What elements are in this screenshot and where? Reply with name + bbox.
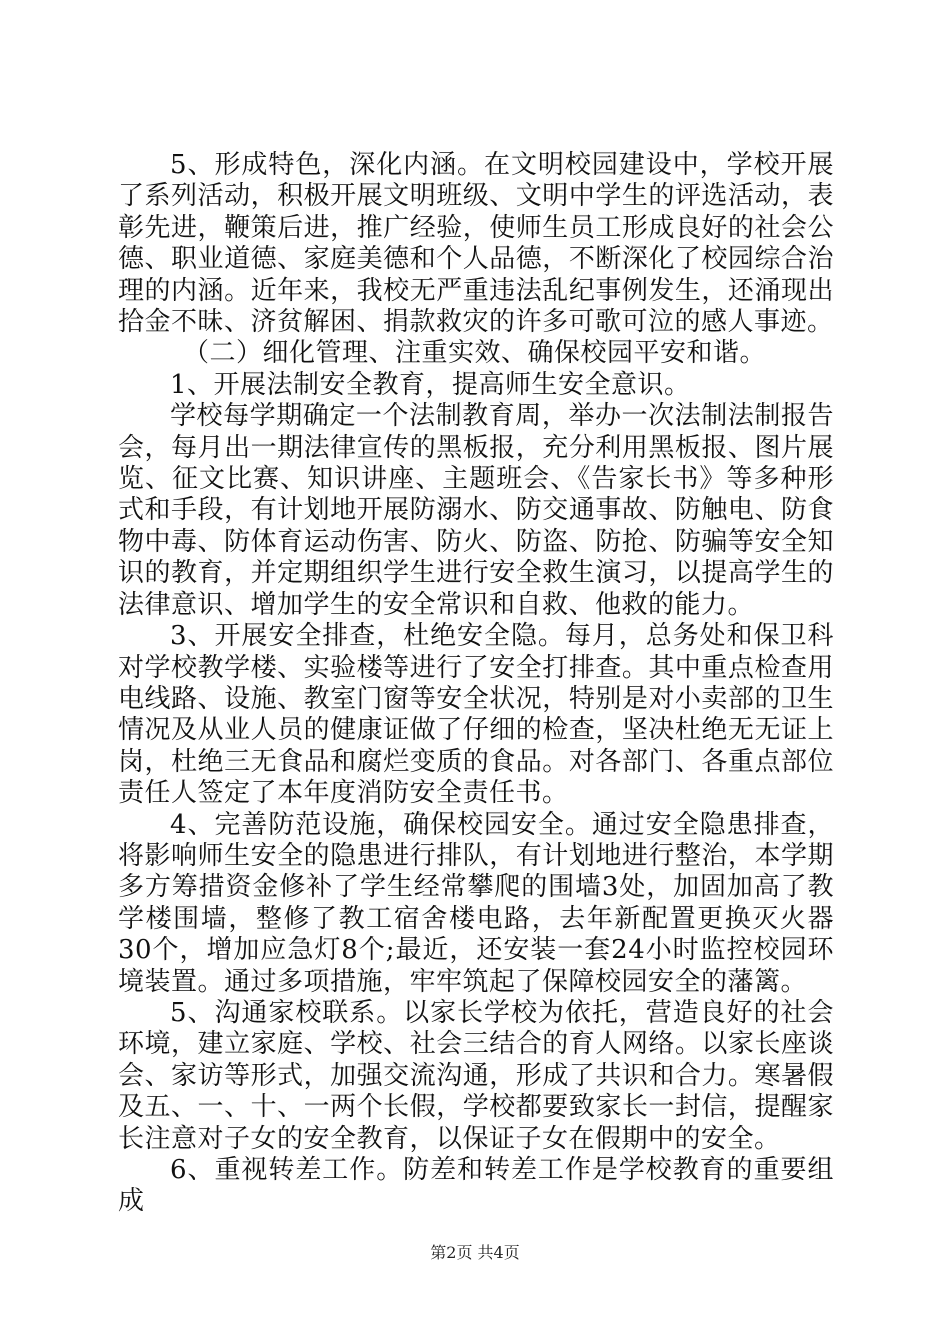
paragraph-prevention-facilities: 4、完善防范设施，确保校园安全。通过安全隐患排查，将影响师生安全的隐患进行排队，有计划地进行整治，本学期多方筹措资金修补了学生经常攀爬的围墙3处，加固加高了教学楼围墙，整修了教工宿舍楼电路，去年新配置更换灭火器30个，增加应急灯8个;最近，还安装一套24小时监控校园环境装置。通过多项措施，牢牢筑起了保障校园安全的藩篱。 bbox=[118, 809, 834, 997]
paragraph-student-transformation: 6、重视转差工作。防差和转差工作是学校教育的重要组成 bbox=[118, 1155, 834, 1217]
section-heading-management: （二）细化管理、注重实效、确保校园平安和谐。 bbox=[183, 338, 767, 369]
paragraph-civilized-campus: 5、形成特色，深化内涵。在文明校园建设中，学校开展了系列活动，积极开展文明班级、文明中学生的评选活动，表彰先进，鞭策后进，推广经验，使师生员工形成良好的社会公德、职业道德、家庭美德和个人品德，不断深化了校园综合治理的内涵。近年来，我校无严重违法乱纪事例发生，还涌现出拾金不昧、济贫解困、捐款救灾的许多可歌可泣的感人事迹。 bbox=[118, 150, 834, 338]
subheading-legal-safety-education: 1、开展法制安全教育，提高师生安全意识。 bbox=[170, 369, 691, 400]
paragraph-safety-inspection: 3、开展安全排查，杜绝安全隐。每月，总务处和保卫科对学校教学楼、实验楼等进行了安全打排查。其中重点检查用电线路、设施、教室门窗等安全状况，特别是对小卖部的卫生情况及从业人员的健康证做了仔细的检查，坚决杜绝无无证上岗，杜绝三无食品和腐烂变质的食品。对各部门、各重点部位责任人签定了本年度消防安全责任书。 bbox=[118, 621, 834, 809]
page-number-footer: 第2页 共4页 bbox=[430, 1243, 520, 1262]
paragraph-legal-education-week: 学校每学期确定一个法制教育周，举办一次法制法制报告会，每月出一期法律宣传的黑板报，充分利用黑板报、图片展览、征文比赛、知识讲座、主题班会、《告家长书》等多种形式和手段，有计划地开展防溺水、防交通事故、防触电、防食物中毒、防体育运动伤害、防火、防盗、防抢、防骗等安全知识的教育，并定期组织学生进行安全救生演习，以提高学生的法律意识、增加学生的安全常识和自救、他救的能力。 bbox=[118, 401, 834, 620]
document-body bbox=[118, 150, 834, 1218]
paragraph-home-school-contact: 5、沟通家校联系。以家长学校为依托，营造良好的社会环境，建立家庭、学校、社会三结合的育人网络。以家长座谈会、家访等形式，加强交流沟通，形成了共识和合力。寒暑假及五、一、十、一两个长假，学校都要致家长一封信，提醒家长注意对子女的安全教育，以保证子女在假期中的安全。 bbox=[118, 997, 834, 1154]
